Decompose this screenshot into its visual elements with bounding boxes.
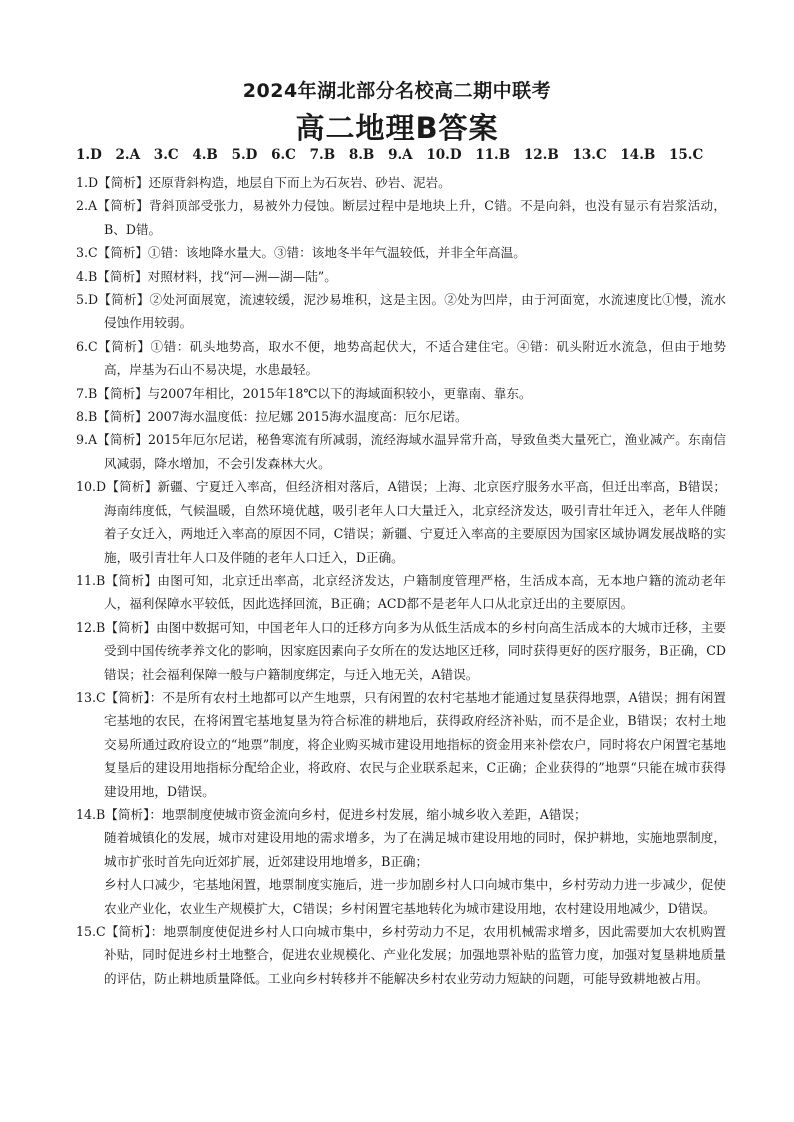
explanation-item-13: 13.C【简析】：不是所有农村土地都可以产生地票，只有闲置的农村宅基地才能通过复垦获得地票，A错误；拥有闲置宅基地的农民，在将闲置宅基地复垦为符合标准的耕地后，获得政府经济补贴，而不是企业，B错误；农村土地交易所通过政府设立的“地票”制度，将企业购买城市建设用地指标的资金用来补偿农户，同时将农户闲置宅基地复垦后的建设用地指标分配给企业，将政府、农民与企业联系起来，C正确；企业获得的”地票“只能在城市获得建设用地，D错误。 [76,689,726,799]
explanation-item-5: 5.D【简析】②处河面展宽，流速较缓，泥沙易堆积，这是主因。②处为凹岸，由于河面宽，水流速度比①慢，流水侵蚀作用较弱。 [76,292,726,331]
answer-key: 11.B [475,147,511,163]
document-title: 高二地理B答案 [295,111,499,145]
answer-key: 2.A [115,147,141,163]
explanation-item-3: 3.C【简析】①错：该地降水量大。③错：该地冬半年气温较低，并非全年高温。 [76,245,526,261]
answer-key: 15.C [669,147,704,163]
explanation-item-14: 14.B【简析】：地票制度使城市资金流向乡村，促进乡村发展，缩小城乡收入差距，A错误； 随着城镇化的发展，城市对建设用地的需求增多，为了在满足城市建设用地的同时，保护耕地，实施地票制度，城市扩张时首先向近郊扩展，近郊建设用地增多，B正确； 乡村人口减少，宅基地闲置，地票制度实施后，进一步加剧乡村人口向城市集中，乡村劳动力进一步减少，促使农业产业化，农业生产规模扩大，C错误；乡村闲置宅基地转化为城市建设用地，农村建设用地减少，D错误。 [76,806,726,916]
explanation-item-4: 4.B【简析】对照材料，找“河—洲—湖—陆”。 [76,268,337,284]
answer-key: 12.B [523,147,559,163]
answer-key: 14.B [620,147,656,163]
explanation-item-7: 7.B【简析】与2007年相比，2015年18℃以下的海域面积较小，更靠南、靠东。 [76,385,532,401]
explanation-item-1: 1.D【简析】还原背斜构造，地层自下而上为石灰岩、砂岩、泥岩。 [76,175,451,190]
explanation-item-8: 8.B【简析】2007海水温度低：拉尼娜 2015海水温度高：厄尔尼诺。 [76,409,468,425]
answer-key: 8.B [348,147,375,163]
answer-key: 3.C [153,147,179,163]
answer-key: 5.D [231,147,258,163]
explanation-item-6: 6.C【简析】①错：矶头地势高，取水不便，地势高起伏大，不适合建住宅。④错：矶头附近水流急，但由于地势高，岸基为石山不易决堤，水患最轻。 [76,338,726,378]
answer-key: 13.C [572,147,607,163]
explanation-item-12: 12.B【简析】由图中数据可知，中国老年人口的迁移方向多为从低生活成本的乡村向高生活成本的大城市迁移，主要受到中国传统孝养文化的影响，因家庭因素向子女所在的发达地区迁移，同时获得更好的医疗服务，B正确，CD错误；社会福利保障一般与户籍制度绑定，与迁入地无关，A错误。 [76,619,726,682]
explanation-list [76,171,726,990]
explanation-item-9: 9.A【简析】2015年厄尔尼诺，秘鲁寒流有所减弱，流经海域水温异常升高，导致鱼类大量死亡，渔业减产。东南信风减弱，降水增加，不会引发森林大火。 [76,432,726,471]
answer-key-row [76,147,726,163]
explanation-item-15: 15.C【简析】：地票制度使促进乡村人口向城市集中，乡村劳动力不足，农用机械需求增多，因此需要加大农机购置补贴，同时促进乡村土地整合，促进农业规模化、产业化发展；加强地票补贴的监管力度，加强对复垦耕地质量的评估，防止耕地质量降低。工业向乡村转移并不能解决乡村农业劳动力短缺的问题，可能导致耕地被占用。 [76,924,726,986]
answer-key: 7.B [309,147,336,163]
answer-key: 4.B [192,147,218,163]
explanation-item-2: 2.A【简析】背斜顶部受张力，易被外力侵蚀。断层过程中是地块上升，C错。不是向斜，也没有显示有岩浆活动，B、D错。 [76,198,726,237]
answer-key: 9.A [388,147,413,163]
answer-key: 6.C [271,147,296,163]
explanation-item-11: 11.B【简析】由图可知，北京迁出率高，北京经济发达，户籍制度管理严格，生活成本高，无本地户籍的流动老年人，福利保障水平较低，因此选择回流，B正确；ACD都不是老年人口从北京迁出的主要原因。 [76,572,726,612]
answer-key: 10.D [426,147,462,163]
exam-title: 2024年湖北部分名校高二期中联考 [242,80,552,102]
explanation-item-10: 10.D【简析】新疆、宁夏迁入率高，但经济相对落后，A错误；上海、北京医疗服务水平高，但迁出率高，B错误；海南纬度低，气候温暖，自然环境优越，吸引老年人口大量迁入，北京经济发达，吸引青壮年迁入，老年人伴随着子女迁入，两地迁入率高的原因不同，C错误；新疆、宁夏迁入率高的主要原因为国家区域协调发展战略的实施，吸引青壮年人口及伴随的老年人口迁入，D正确。 [76,479,726,565]
answer-key: 1.D [76,147,102,163]
